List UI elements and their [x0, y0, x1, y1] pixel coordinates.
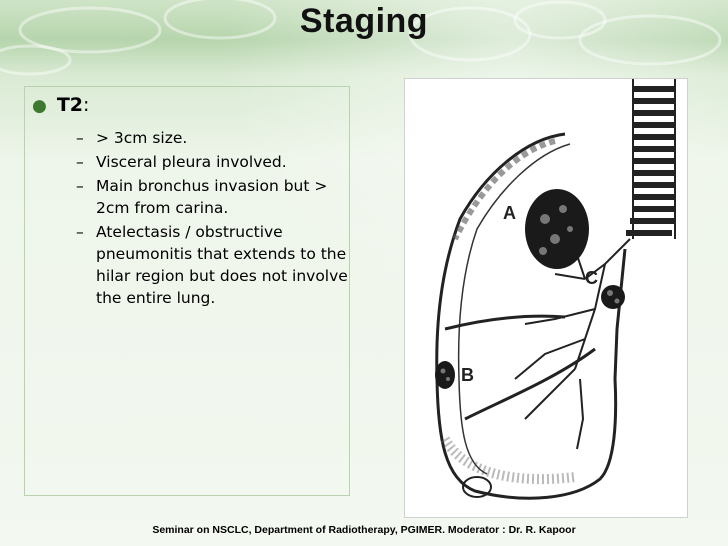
sub-bullet-text: Atelectasis / obstructive pneumonitis that extends to the hilar region but does not involve the entire lung.: [96, 223, 348, 307]
tumor-b: [435, 361, 455, 389]
list-item: [76, 175, 348, 219]
sub-bullet-list: [76, 127, 348, 311]
bullet-dot-icon: ●: [32, 96, 47, 116]
trachea: [627, 79, 675, 239]
dash-marker: –: [76, 153, 84, 171]
label-b: B: [461, 365, 474, 385]
dash-marker: –: [76, 177, 84, 195]
main-bullet-suffix: :: [83, 94, 90, 116]
main-bullet: [32, 94, 89, 116]
lung-illustration: [405, 79, 689, 519]
dash-marker: –: [76, 223, 84, 241]
lung-diagram: [404, 78, 688, 518]
slide-footer: Seminar on NSCLC, Department of Radiotherapy, PGIMER. Moderator : Dr. R. Kapoor: [152, 524, 576, 536]
slide-title: Staging: [299, 2, 429, 40]
list-item: [76, 221, 348, 309]
sub-bullet-text: Main bronchus invasion but > 2cm from carina.: [96, 177, 328, 217]
sub-bullet-text: Visceral pleura involved.: [96, 153, 287, 171]
list-item: [76, 151, 348, 173]
sub-bullet-text: > 3cm size.: [96, 129, 188, 147]
tumor-a: [525, 189, 589, 269]
list-item: [76, 127, 348, 149]
label-a: A: [503, 203, 516, 223]
dash-marker: –: [76, 129, 84, 147]
label-c: C: [585, 268, 598, 288]
tumor-c: [601, 285, 625, 309]
main-bullet-label: T2: [56, 94, 84, 116]
